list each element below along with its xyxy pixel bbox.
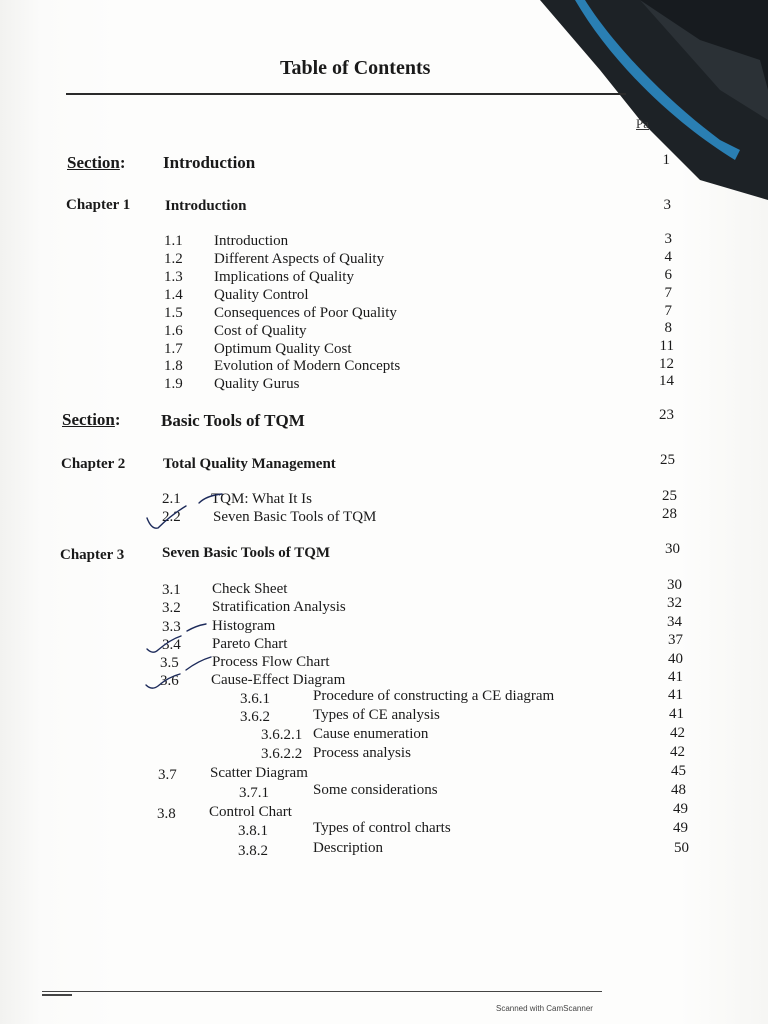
entry-page: 8 [664, 320, 672, 336]
entry-number: 3.8.1 [238, 823, 268, 839]
entry-text: Description [313, 840, 383, 856]
entry-page: 40 [668, 651, 683, 667]
section-colon: : [114, 410, 121, 429]
entry-text: Different Aspects of Quality [214, 251, 385, 267]
entry-page: 45 [671, 763, 686, 779]
chapter-page: 30 [665, 541, 680, 557]
entry-number: 3.2 [162, 600, 181, 616]
entry-text: Types of CE analysis [313, 707, 440, 723]
entry-number: 3.7 [158, 767, 177, 783]
entry-number: 3.6.2.2 [261, 746, 303, 762]
entry-text: TQM: What It Is [211, 491, 312, 507]
entry-page: 30 [667, 577, 682, 593]
entry-page: 37 [668, 632, 683, 648]
entry-text: Types of control charts [313, 820, 451, 836]
entry-text: Introduction [214, 233, 289, 249]
entry-text: Histogram [212, 618, 276, 634]
entry-page: 48 [671, 782, 686, 798]
entry-page: 34 [667, 614, 682, 630]
entry-number: 3.6.2 [240, 709, 270, 725]
scanner-watermark: Scanned with CamScanner [496, 1004, 593, 1013]
entry-text: Cause enumeration [313, 726, 429, 742]
entry-page: 41 [668, 687, 683, 703]
entry-page: 50 [674, 840, 689, 856]
page-title: Table of Contents [280, 57, 431, 79]
entry-page: 49 [673, 801, 688, 817]
entry-number: 1.5 [164, 305, 183, 321]
entry-number: 3.1 [162, 582, 181, 598]
entry-page: 6 [664, 267, 672, 283]
entry-page: 7 [664, 285, 672, 301]
entry-page: 42 [670, 725, 685, 741]
entry-text: Cause-Effect Diagram [211, 672, 346, 688]
page-column-header: Pa [636, 116, 649, 131]
entry-page: 11 [659, 338, 674, 354]
entry-text: Implications of Quality [214, 269, 354, 285]
entry-text: Quality Control [214, 287, 309, 303]
entry-text: Consequences of Poor Quality [214, 305, 397, 321]
entry-page: 3 [664, 231, 672, 247]
chapter-page: 3 [663, 197, 671, 213]
bottom-rule [42, 991, 602, 992]
chapter-label: Chapter 3 [60, 547, 125, 563]
entry-page: 41 [669, 706, 684, 722]
entry-number: 3.6.1 [240, 691, 270, 707]
entry-page: 49 [673, 820, 688, 836]
bottom-rule-mark [42, 994, 72, 996]
entry-number: 3.3 [162, 619, 181, 635]
entry-page: 14 [659, 373, 674, 389]
chapter-label: Chapter 1 [66, 197, 131, 213]
entry-number: 1.2 [164, 251, 183, 267]
entry-text: Check Sheet [212, 581, 288, 597]
entry-text: Procedure of constructing a CE diagram [313, 688, 555, 704]
entry-text: Scatter Diagram [210, 765, 308, 781]
entry-number: 3.4 [162, 637, 181, 653]
entry-text: Control Chart [209, 804, 292, 820]
entry-number: 2.2 [162, 509, 181, 525]
chapter-label: Chapter 2 [61, 456, 126, 472]
entry-number: 1.9 [164, 376, 183, 392]
section-colon: : [119, 153, 126, 172]
entry-page: 25 [662, 488, 677, 504]
chapter-title: Total Quality Management [163, 456, 336, 472]
entry-page: 4 [664, 249, 672, 265]
entry-number: 1.6 [164, 323, 183, 339]
section-title: Introduction [163, 153, 256, 172]
entry-number: 3.8 [157, 806, 176, 822]
entry-number: 1.8 [164, 358, 183, 374]
entry-number: 1.7 [164, 341, 183, 357]
entry-text: Process analysis [313, 745, 411, 761]
section-label: Section [67, 153, 120, 172]
chapter-title: Seven Basic Tools of TQM [162, 545, 331, 561]
entry-text: Stratification Analysis [212, 599, 346, 615]
entry-page: 42 [670, 744, 685, 760]
entry-text: Quality Gurus [214, 376, 300, 392]
entry-number: 1.3 [164, 269, 183, 285]
entry-text: Process Flow Chart [212, 654, 330, 670]
entry-page: 7 [664, 303, 672, 319]
entry-page: 28 [662, 506, 677, 522]
entry-number: 3.8.2 [238, 843, 268, 859]
entry-text: Evolution of Modern Concepts [214, 358, 401, 374]
entry-page: 41 [668, 669, 683, 685]
entry-page: 32 [667, 595, 682, 611]
section-title: Basic Tools of TQM [161, 411, 305, 430]
section-page: 23 [659, 407, 674, 423]
section-label: Section [62, 410, 115, 429]
entry-number: 1.4 [164, 287, 183, 303]
entry-number: 1.1 [164, 233, 183, 249]
entry-text: Pareto Chart [212, 636, 288, 652]
chapter-title: Introduction [165, 198, 247, 214]
entry-number: 3.6 [160, 673, 179, 689]
entry-text: Seven Basic Tools of TQM [213, 509, 377, 525]
entry-number: 3.6.2.1 [261, 727, 303, 743]
chapter-page: 25 [660, 452, 675, 468]
entry-text: Cost of Quality [214, 323, 307, 339]
entry-text: Optimum Quality Cost [214, 341, 352, 357]
entry-number: 3.5 [160, 655, 179, 671]
entry-number: 2.1 [162, 491, 181, 507]
entry-number: 3.7.1 [239, 785, 269, 801]
entry-page: 12 [659, 356, 674, 372]
section-page: 1 [662, 152, 670, 168]
entry-text: Some considerations [313, 782, 438, 798]
